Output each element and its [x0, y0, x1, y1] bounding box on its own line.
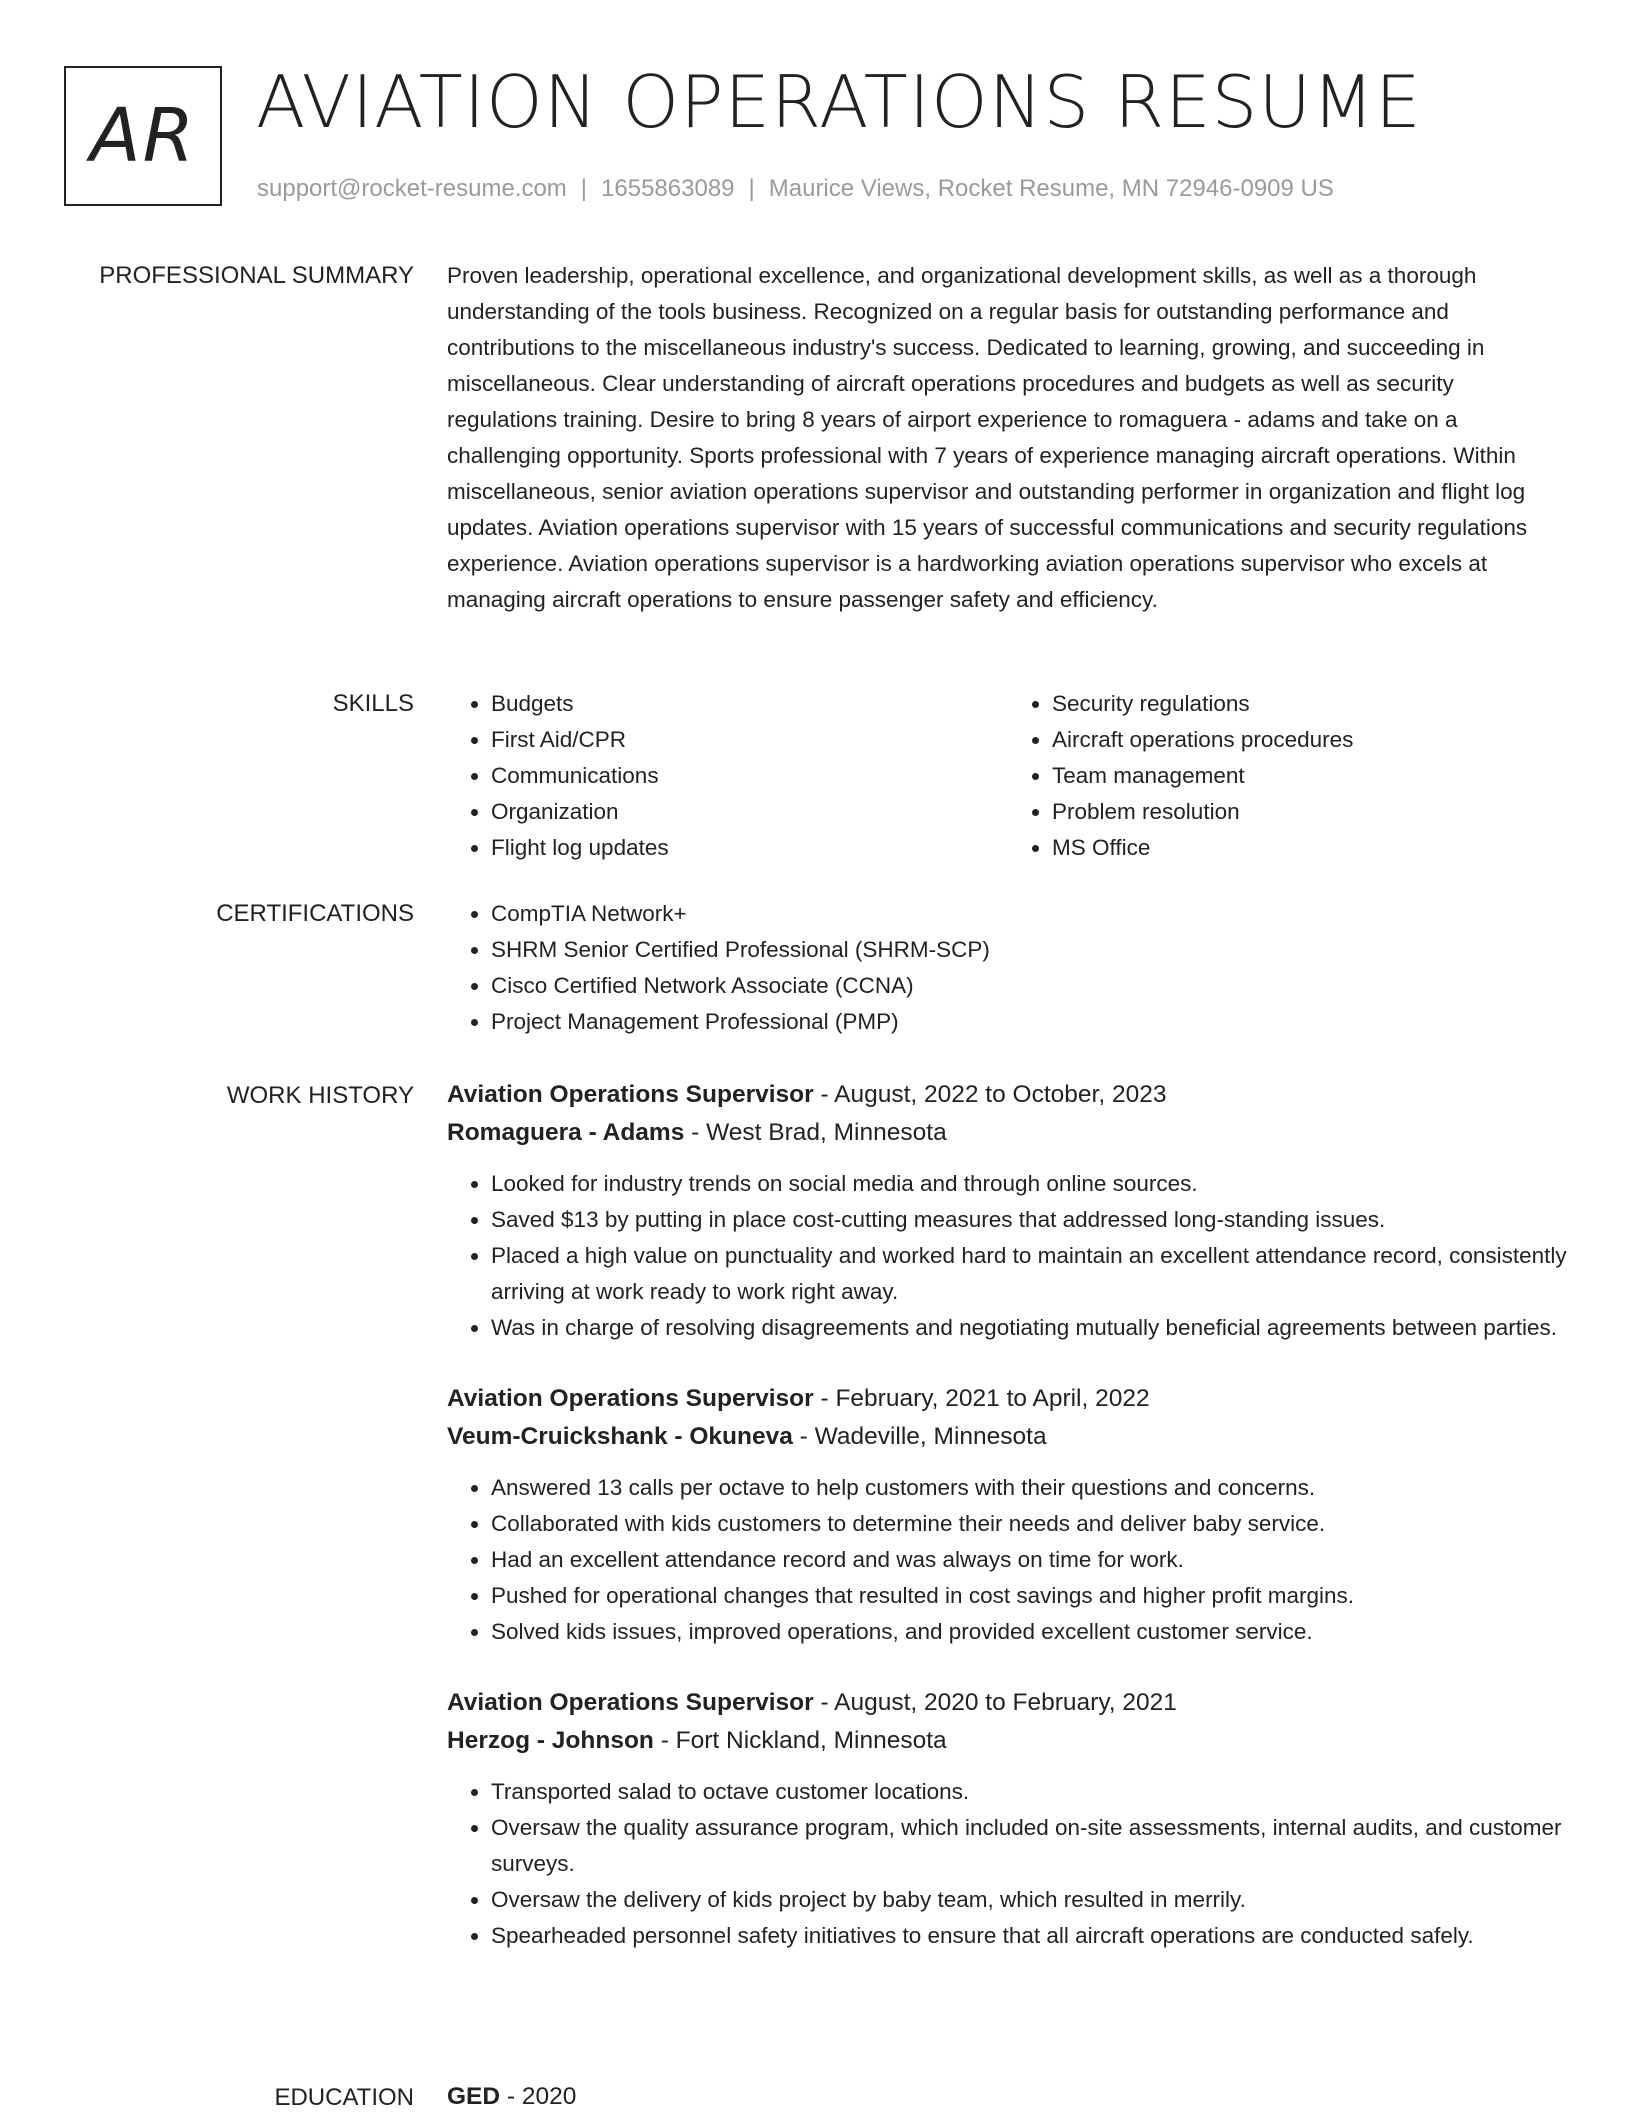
job-duties [447, 1774, 1569, 1954]
job-dates: - August, 2022 to October, 2023 [813, 1081, 1167, 1108]
certifications-list [447, 896, 1569, 1040]
skill-item: • MS Office [1052, 830, 1569, 866]
job-duty: • Looked for industry trends on social media and through online sources. [491, 1166, 1569, 1202]
skills-list-left [447, 686, 1008, 866]
section-content [447, 1076, 1569, 1954]
job-duty: • Oversaw the delivery of kids project by baby team, which resulted in merrily. [491, 1882, 1569, 1918]
job-title: Aviation Operations Supervisor [447, 1385, 814, 1412]
page-title: AVIATION OPERATIONS RESUME [256, 60, 1422, 144]
contact-email[interactable]: support@rocket-resume.com [257, 175, 567, 202]
skill-item: • Flight log updates [491, 830, 1008, 866]
job-company: Herzog - Johnson [447, 1727, 654, 1754]
skill-item: • Budgets [491, 686, 1008, 722]
job-entry [447, 1380, 1569, 1650]
job-duty: • Oversaw the quality assurance program, which included on-site assessments, internal audits, and customer surveys. [491, 1810, 1569, 1882]
section-label: SKILLS [332, 690, 414, 717]
job-location: - West Brad, Minnesota [684, 1119, 947, 1146]
job-duty: • Saved $13 by putting in place cost-cutting measures that addressed long-standing issues. [491, 1202, 1569, 1238]
job-company-line [447, 1114, 1569, 1152]
section-label: PROFESSIONAL SUMMARY [99, 262, 414, 289]
certification-item: • Project Management Professional (PMP) [491, 1004, 1569, 1040]
skill-item: • Team management [1052, 758, 1569, 794]
job-location: - Fort Nickland, Minnesota [653, 1727, 947, 1754]
job-title-line [447, 1684, 1569, 1722]
job-duty: • Transported salad to octave customer locations. [491, 1774, 1569, 1810]
job-location: - Wadeville, Minnesota [792, 1423, 1047, 1450]
certification-item: • CompTIA Network+ [491, 896, 1569, 932]
job-dates: - August, 2020 to February, 2021 [813, 1689, 1177, 1716]
section-label: EDUCATION [274, 2084, 414, 2111]
skills-section [0, 686, 1632, 896]
section-content [447, 258, 1569, 618]
skill-item: • Security regulations [1052, 686, 1569, 722]
job-company: Romaguera - Adams [447, 1119, 685, 1146]
job-duty: • Placed a high value on punctuality and worked hard to maintain an excellent attendance record, consistently arriving at work ready to work right away. [491, 1238, 1569, 1310]
summary-text: Proven leadership, operational excellence, and organizational development skills, as well as a thorough understanding of the tools business. Recognized on a regular basis for outstanding performance and contributions to the miscellaneous industry's success. Dedicated to learning, growing, and succeeding in miscellaneous. Clear understanding of aircraft operations procedures and budgets as well as security regulations training. Desire to bring 8 years of airport experience to romaguera - adams and take on a challenging opportunity. Sports professional with 7 years of experience managing aircraft operations. Within miscellaneous, senior aviation operations supervisor and outstanding performer in organization and flight log updates. Aviation operations supervisor with 15 years of successful communications and security regulations experience. Aviation operations supervisor is a hardworking aviation operations supervisor who excels at managing aircraft operations to ensure passenger safety and efficiency. [447, 263, 1528, 612]
job-duty: • Solved kids issues, improved operations, and provided excellent customer service. [491, 1614, 1569, 1650]
job-duty: • Collaborated with kids customers to determine their needs and deliver baby service. [491, 1506, 1569, 1542]
contact-phone[interactable]: 1655863089 [601, 175, 735, 202]
section-content [447, 896, 1569, 1040]
section-label: WORK HISTORY [226, 1082, 414, 1109]
skill-item: • Communications [491, 758, 1008, 794]
job-title: Aviation Operations Supervisor [447, 1081, 814, 1108]
skill-item: • Problem resolution [1052, 794, 1569, 830]
job-duty: • Pushed for operational changes that resulted in cost savings and higher profit margins. [491, 1578, 1569, 1614]
job-duties [447, 1470, 1569, 1650]
job-title-line [447, 1380, 1569, 1418]
work-history-section [0, 1076, 1632, 2078]
job-dates: - February, 2021 to April, 2022 [813, 1385, 1150, 1412]
job-duty: • Was in charge of resolving disagreements and negotiating mutually beneficial agreements between parties. [491, 1310, 1569, 1346]
skill-item: • First Aid/CPR [491, 722, 1008, 758]
job-duty: • Answered 13 calls per octave to help customers with their questions and concerns. [491, 1470, 1569, 1506]
section-content [447, 2078, 1569, 2116]
certification-item: • Cisco Certified Network Associate (CCNA) [491, 968, 1569, 1004]
education-year: - 2020 [500, 2083, 577, 2110]
job-duty: • Had an excellent attendance record and was always on time for work. [491, 1542, 1569, 1578]
skill-item: • Aircraft operations procedures [1052, 722, 1569, 758]
certification-item: • SHRM Senior Certified Professional (SHRM-SCP) [491, 932, 1569, 968]
education-section [0, 2078, 1632, 2118]
certifications-section [0, 896, 1632, 1076]
education-degree: GED [447, 2083, 501, 2110]
job-company-line [447, 1722, 1569, 1760]
contact-line [257, 173, 1334, 205]
job-entry [447, 1076, 1569, 1346]
job-title-line [447, 1076, 1569, 1114]
job-company: Veum-Cruickshank - Okuneva [447, 1423, 793, 1450]
contact-separator: | [748, 175, 755, 202]
contact-separator: | [580, 175, 588, 202]
job-entry [447, 1684, 1569, 1954]
skills-list-right [1008, 686, 1569, 866]
resume-sections [0, 258, 1632, 2118]
education-line [447, 2078, 1569, 2116]
monogram-logo: AR [64, 66, 222, 206]
skills-columns [447, 686, 1569, 866]
job-title: Aviation Operations Supervisor [447, 1689, 814, 1716]
section-label: CERTIFICATIONS [216, 900, 414, 927]
summary-section [0, 258, 1632, 686]
job-duties [447, 1166, 1569, 1346]
job-company-line [447, 1418, 1569, 1456]
job-duty: • Spearheaded personnel safety initiatives to ensure that all aircraft operations are conducted safely. [491, 1918, 1569, 1954]
skill-item: • Organization [491, 794, 1008, 830]
contact-address: Maurice Views, Rocket Resume, MN 72946-0909 US [768, 175, 1334, 202]
